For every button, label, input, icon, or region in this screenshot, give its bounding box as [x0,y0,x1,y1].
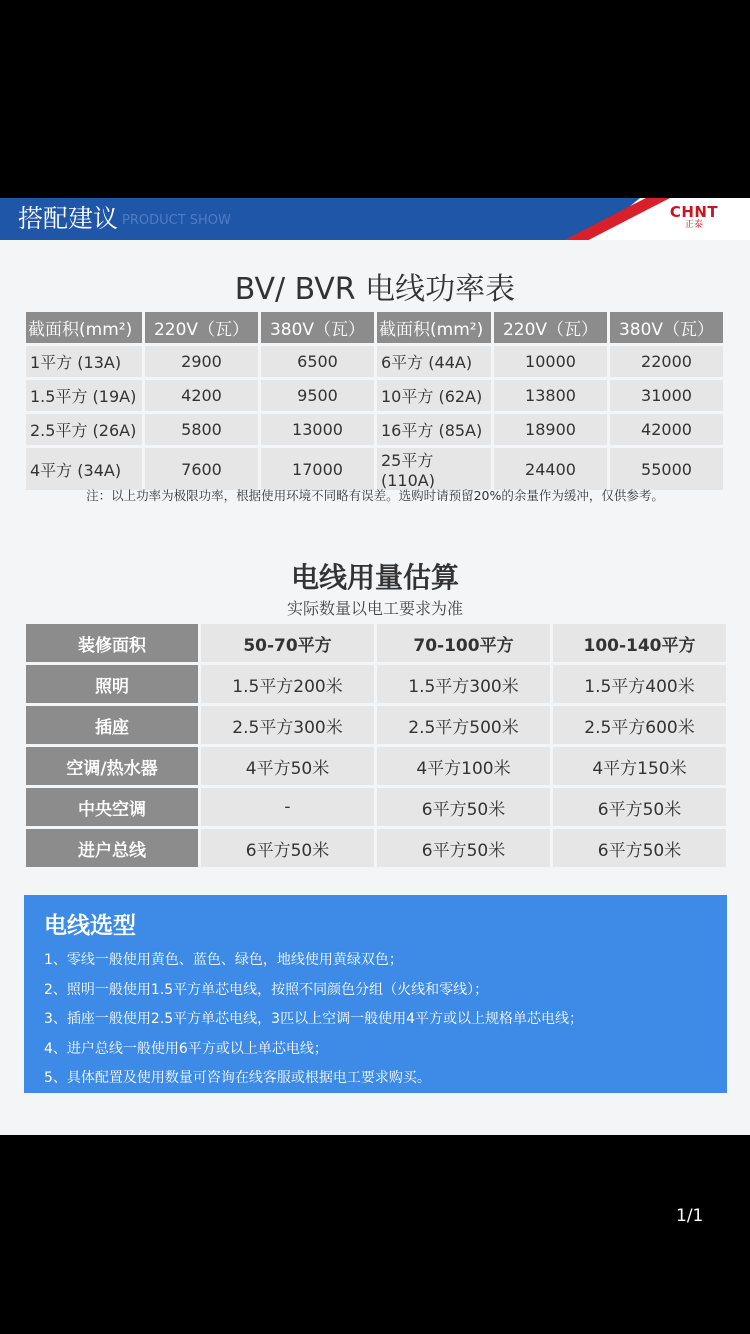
header-cell: 100-140平方 [553,624,726,662]
wire-selection-box [24,895,727,1093]
table-cell: 6平方50米 [553,788,726,826]
table-row [26,829,726,867]
table-cell: 10平方 (62A) [377,380,491,411]
header-cell: 50-70平方 [201,624,374,662]
row-header-cell: 照明 [26,665,198,703]
table-cell: 4200 [145,380,258,411]
table-cell: 18900 [494,414,607,445]
table-cell: 2.5平方 (26A) [26,414,142,445]
power-table-note: 注：以上功率为极限功率，根据使用环境不同略有误差。选购时请预留20%的余量作为缓冲，仅供参考。 [86,488,664,503]
table-cell: 31000 [610,380,723,411]
header-cell: 220V（瓦） [145,312,258,343]
table-cell: 6平方50米 [377,788,550,826]
table-cell: 22000 [610,346,723,377]
header-cell: 截面积(mm²) [377,312,491,343]
table-cell: 6平方50米 [377,829,550,867]
table-row [26,788,726,826]
row-header-cell: 空调/热水器 [26,747,198,785]
table-cell: 25平方 (110A) [377,448,491,490]
header-cell: 220V（瓦） [494,312,607,343]
list-item: 4、进户总线一般使用6平方或以上单芯电线； [44,1040,328,1057]
usage-table-title: 电线用量估算 [290,561,459,594]
table-row [26,380,723,411]
chnt-logo [666,204,722,231]
row-header-cell: 进户总线 [26,829,198,867]
table-cell: 42000 [610,414,723,445]
list-item: 2、照明一般使用1.5平方单芯电线，按照不同颜色分组（火线和零线）； [44,981,489,998]
table-row [26,665,726,703]
table-cell: 1平方 (13A) [26,346,142,377]
table-cell: 6平方 (44A) [377,346,491,377]
usage-table-subtitle: 实际数量以电工要求为准 [286,599,463,618]
table-cell: 2900 [145,346,258,377]
header-banner [0,198,750,240]
page-counter: 1/1 [676,1206,704,1226]
list-item: 1、零线一般使用黄色、蓝色、绿色，地线使用黄绿双色； [44,952,403,968]
header-cell: 380V（瓦） [261,312,374,343]
banner-title: 搭配建议 [18,204,119,233]
row-header-cell: 插座 [26,706,198,744]
logo-main-text: CHNT [669,203,719,221]
banner-subtitle: PRODUCT SHOW [122,213,231,228]
table-cell: 4平方50米 [201,747,374,785]
table-row [26,706,726,744]
table-header-row [26,624,726,662]
header-cell: 70-100平方 [377,624,550,662]
table-row [26,414,723,445]
logo-sub-text: 正泰 [684,220,703,230]
table-cell: 17000 [261,448,374,490]
table-cell: 6500 [261,346,374,377]
table-cell: 1.5平方 (19A) [26,380,142,411]
table-cell: 1.5平方400米 [553,665,726,703]
header-cell: 380V（瓦） [610,312,723,343]
table-cell: 9500 [261,380,374,411]
table-row [26,346,723,377]
usage-table [23,621,729,870]
table-cell: 7600 [145,448,258,490]
table-cell: 6平方50米 [201,829,374,867]
table-cell: 55000 [610,448,723,490]
table-cell: 1.5平方200米 [201,665,374,703]
table-cell: - [201,788,374,826]
table-row [26,448,723,490]
table-cell: 2.5平方300米 [201,706,374,744]
header-cell: 截面积(mm²) [26,312,142,343]
header-cell: 装修面积 [26,624,198,662]
table-cell: 10000 [494,346,607,377]
table-cell: 4平方100米 [377,747,550,785]
power-table [23,309,726,493]
list-item: 5、具体配置及使用数量可咨询在线客服或根据电工要求购买。 [44,1070,431,1086]
table-cell: 24400 [494,448,607,490]
row-header-cell: 中央空调 [26,788,198,826]
table-cell: 13000 [261,414,374,445]
list-item: 3、插座一般使用2.5平方单芯电线，3匹以上空调一般使用4平方或以上规格单芯电线； [44,1011,583,1027]
table-cell: 4平方 (34A) [26,448,142,490]
wire-selection-title: 电线选型 [44,913,136,939]
table-cell: 13800 [494,380,607,411]
table-cell: 2.5平方500米 [377,706,550,744]
table-header-row [26,312,723,343]
table-cell: 6平方50米 [553,829,726,867]
wire-selection-list [44,946,583,1094]
table-cell: 16平方 (85A) [377,414,491,445]
table-cell: 4平方150米 [553,747,726,785]
image-card[interactable] [0,198,750,1135]
table-cell: 2.5平方600米 [553,706,726,744]
power-table-title: BV/ BVR 电线功率表 [234,272,516,307]
table-cell: 1.5平方300米 [377,665,550,703]
table-row [26,747,726,785]
table-cell: 5800 [145,414,258,445]
